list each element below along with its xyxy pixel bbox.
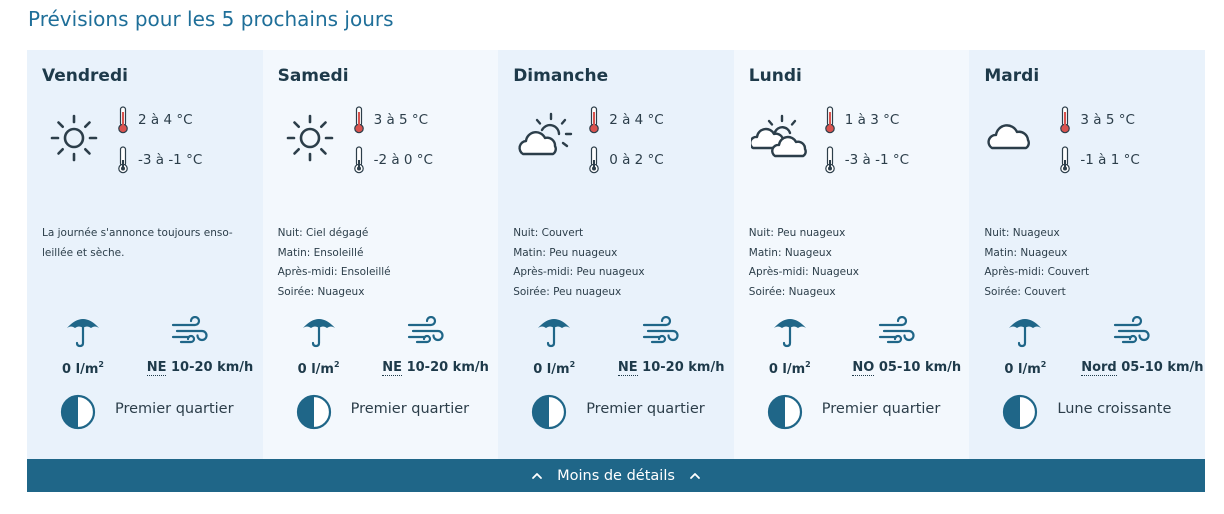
temp-min-value: -2 à 0 °C xyxy=(373,152,433,168)
moon-first-quarter-icon xyxy=(60,394,96,430)
description-line: Matin: Peu nuageux xyxy=(513,246,618,259)
wind-speed: 05-10 km/h xyxy=(1121,360,1204,375)
moon-phase: Premier quartier xyxy=(586,401,705,417)
mostly-cloudy-icon xyxy=(751,108,811,168)
wind-icon xyxy=(878,316,916,346)
thermometer-hot-icon xyxy=(353,106,365,134)
temp-max-value: 3 à 5 °C xyxy=(373,112,429,128)
forecast-panel xyxy=(27,50,1205,459)
moon-first-quarter-icon xyxy=(296,394,332,430)
temp-max xyxy=(353,106,429,134)
moon-phase: Lune croissante xyxy=(1057,401,1172,417)
temp-max-value: 2 à 4 °C xyxy=(609,112,664,128)
day-card-lundi xyxy=(734,50,970,459)
wind-icon xyxy=(407,316,445,346)
description-line: Après-midi: Couvert xyxy=(984,266,1090,278)
rain-value: 0 $l/m^2$ xyxy=(62,360,104,377)
day-description xyxy=(42,224,252,263)
description-line: Après-midi: Ensoleillé xyxy=(277,266,391,278)
thermometer-cold-icon xyxy=(117,146,129,174)
thermometer-cold-icon xyxy=(1059,146,1071,174)
wind-icon xyxy=(1113,316,1151,346)
thermometer-hot-icon xyxy=(824,106,836,134)
description-line: Nuit: Nuageux xyxy=(984,227,1060,239)
day-description xyxy=(749,224,959,302)
description-line: Soirée: Nuageux xyxy=(277,285,365,298)
temp-min-value: -3 à -1 °C xyxy=(844,152,910,168)
day-description xyxy=(984,224,1194,302)
wind-icon xyxy=(171,316,209,346)
moon-first-quarter-icon xyxy=(531,394,567,430)
wind-direction[interactable]: NO xyxy=(852,360,875,375)
wind-value xyxy=(606,360,736,375)
description-line: Après-midi: Peu nuageux xyxy=(513,266,645,278)
description-line: Soirée: Couvert xyxy=(984,285,1066,298)
description-line: Soirée: Nuageux xyxy=(748,285,836,298)
rain-value: 0 $l/m^2$ xyxy=(533,360,576,377)
day-card-vendredi xyxy=(27,50,263,459)
umbrella-icon xyxy=(65,312,101,348)
temp-min xyxy=(117,146,202,174)
description-line: leillée et sèche. xyxy=(42,246,125,259)
temp-min xyxy=(824,146,909,174)
page-title: Prévisions pour les 5 prochains jours xyxy=(28,7,394,31)
thermometer-hot-icon xyxy=(117,106,129,134)
sun-icon xyxy=(44,108,104,168)
day-description xyxy=(278,224,488,302)
description-line: Matin: Nuageux xyxy=(748,246,832,259)
day-description xyxy=(513,224,723,302)
temp-max-value: 3 à 5 °C xyxy=(1080,112,1135,128)
temp-max xyxy=(1059,106,1135,134)
less-details-button[interactable] xyxy=(27,459,1205,492)
description-line: Après-midi: Nuageux xyxy=(748,266,859,278)
partly-cloudy-icon xyxy=(515,108,575,168)
thermometer-cold-icon xyxy=(824,146,836,174)
description-line: Matin: Nuageux xyxy=(984,246,1068,259)
wind-value xyxy=(135,360,265,375)
temp-min-value: 0 à 2 °C xyxy=(609,152,664,168)
umbrella-icon xyxy=(1007,312,1043,348)
moon-phase: Premier quartier xyxy=(115,401,234,417)
description-line: Matin: Ensoleillé xyxy=(277,246,364,259)
description-line: Nuit: Peu nuageux xyxy=(748,227,846,239)
temp-min xyxy=(588,146,664,174)
temp-max xyxy=(588,106,664,134)
thermometer-cold-icon xyxy=(588,146,600,174)
day-name: Vendredi xyxy=(42,66,128,86)
chevron-up-icon xyxy=(531,470,543,482)
umbrella-icon xyxy=(772,312,808,348)
rain-value: 0 $l/m^2$ xyxy=(297,360,340,377)
temp-min xyxy=(1059,146,1139,174)
moon-first-quarter-icon xyxy=(767,394,803,430)
temp-max xyxy=(117,106,193,134)
wind-icon xyxy=(642,316,680,346)
cloud-icon xyxy=(986,108,1046,168)
day-card-mardi xyxy=(969,50,1205,459)
day-card-samedi xyxy=(263,50,499,459)
wind-direction[interactable]: NE xyxy=(382,360,403,375)
wind-value xyxy=(842,360,972,375)
description-line: Nuit: Couvert xyxy=(513,227,584,239)
umbrella-icon xyxy=(536,312,572,348)
wind-direction[interactable]: NE xyxy=(617,360,638,375)
wind-speed: 10-20 km/h xyxy=(642,360,725,375)
day-name: Dimanche xyxy=(513,66,609,86)
moon-waxing-icon xyxy=(1002,394,1038,430)
wind-speed: 10-20 km/h xyxy=(406,360,489,375)
umbrella-icon xyxy=(301,312,337,348)
wind-direction[interactable]: NE xyxy=(146,360,167,375)
description-line: Soirée: Peu nuageux xyxy=(513,285,622,298)
thermometer-hot-icon xyxy=(1059,106,1071,134)
rain-value: 0 $l/m^2$ xyxy=(1004,360,1047,377)
wind-value xyxy=(1077,360,1207,375)
day-card-dimanche xyxy=(498,50,734,459)
day-name: Mardi xyxy=(984,66,1040,86)
chevron-up-icon xyxy=(689,470,701,482)
moon-phase: Premier quartier xyxy=(821,401,941,417)
temp-min-value: -1 à 1 °C xyxy=(1080,152,1140,168)
wind-value xyxy=(371,360,501,375)
description-line: Nuit: Ciel dégagé xyxy=(277,227,369,239)
sun-icon xyxy=(280,108,340,168)
temp-min xyxy=(353,146,433,174)
thermometer-hot-icon xyxy=(588,106,600,134)
less-details-label: Moins de détails xyxy=(557,467,675,484)
temp-max xyxy=(824,106,900,134)
temp-max-value: 1 à 3 °C xyxy=(844,112,900,128)
rain-value: 0 $l/m^2$ xyxy=(768,360,811,377)
description-line: La journée s'annonce toujours enso- xyxy=(42,227,233,239)
temp-max-value: 2 à 4 °C xyxy=(138,112,193,128)
moon-phase: Premier quartier xyxy=(350,401,470,417)
thermometer-cold-icon xyxy=(353,146,365,174)
wind-direction[interactable]: Nord xyxy=(1081,360,1117,375)
temp-min-value: -3 à -1 °C xyxy=(138,152,203,168)
wind-speed: 05-10 km/h xyxy=(878,360,962,375)
wind-speed: 10-20 km/h xyxy=(170,360,254,375)
day-name: Samedi xyxy=(277,66,349,86)
day-name: Lundi xyxy=(748,66,802,86)
